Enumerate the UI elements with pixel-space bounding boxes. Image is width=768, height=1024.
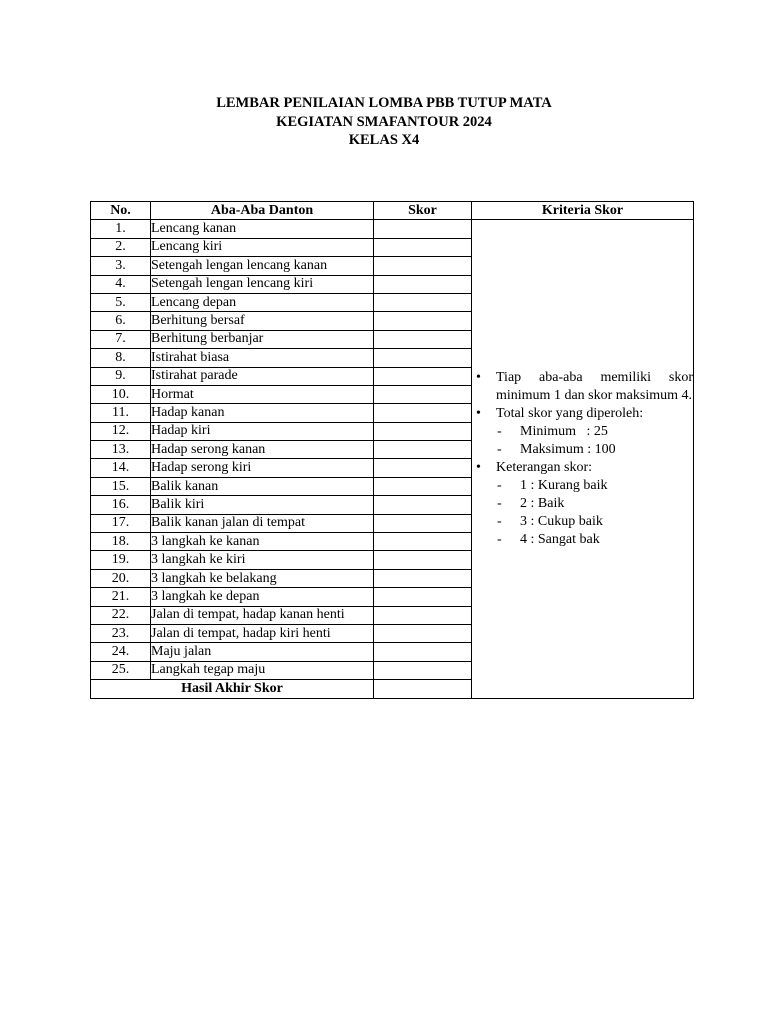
score-cell[interactable]: [374, 349, 472, 367]
row-command: Setengah lengan lencang kiri: [151, 275, 374, 293]
row-number: 5.: [91, 293, 151, 311]
criteria-sub-text: 4 : Sangat bak: [520, 531, 600, 547]
score-cell[interactable]: [374, 624, 472, 642]
row-command: Hadap kiri: [151, 422, 374, 440]
scoring-table: [90, 201, 694, 699]
title-line-3: KELAS X4: [348, 132, 420, 148]
criteria-sub-text: Maksimum : 100: [520, 441, 616, 457]
score-cell[interactable]: [374, 459, 472, 477]
row-number: 22.: [91, 606, 151, 624]
score-cell[interactable]: [374, 569, 472, 587]
dash-marker: -: [497, 477, 502, 493]
score-cell[interactable]: [374, 533, 472, 551]
score-cell[interactable]: [374, 330, 472, 348]
row-number: 19.: [91, 551, 151, 569]
row-number: 18.: [91, 533, 151, 551]
criteria-sub-item: [496, 441, 693, 459]
score-cell[interactable]: [374, 441, 472, 459]
criteria-sub-item: [496, 495, 693, 513]
row-command: Jalan di tempat, hadap kiri henti: [151, 624, 374, 642]
table-row: [91, 220, 694, 238]
score-cell[interactable]: [374, 496, 472, 514]
row-number: 1.: [91, 220, 151, 238]
criteria-sub-text: 1 : Kurang baik: [520, 477, 608, 493]
row-number: 2.: [91, 238, 151, 256]
score-cell[interactable]: [374, 220, 472, 238]
row-number: 7.: [91, 330, 151, 348]
criteria-sub-item: [496, 531, 693, 549]
row-number: 23.: [91, 624, 151, 642]
score-cell[interactable]: [374, 551, 472, 569]
row-number: 6.: [91, 312, 151, 330]
score-cell[interactable]: [374, 643, 472, 661]
score-cell[interactable]: [374, 385, 472, 403]
criteria-item-text: • Keterangan skor:: [496, 459, 593, 475]
criteria-cell: [472, 220, 694, 698]
row-command: Balik kanan jalan di tempat: [151, 514, 374, 532]
row-command: Hadap serong kiri: [151, 459, 374, 477]
score-cell[interactable]: [374, 275, 472, 293]
criteria-sub-text: Minimum : 25: [520, 423, 608, 439]
score-cell[interactable]: [374, 588, 472, 606]
score-cell[interactable]: [374, 257, 472, 275]
row-command: Istirahat biasa: [151, 349, 374, 367]
row-number: 12.: [91, 422, 151, 440]
row-command: Berhitung berbanjar: [151, 330, 374, 348]
criteria-item: [472, 405, 693, 459]
total-score-cell[interactable]: [374, 680, 472, 698]
row-number: 24.: [91, 643, 151, 661]
row-command: Hadap serong kanan: [151, 441, 374, 459]
row-command: 3 langkah ke depan: [151, 588, 374, 606]
dash-marker: -: [497, 513, 502, 529]
score-cell[interactable]: [374, 514, 472, 532]
row-number: 9.: [91, 367, 151, 385]
criteria-sub-item: [496, 477, 693, 495]
criteria-item-text: • Total skor yang diperoleh:: [496, 405, 644, 421]
score-cell[interactable]: [374, 367, 472, 385]
row-command: Istirahat parade: [151, 367, 374, 385]
row-number: 14.: [91, 459, 151, 477]
criteria-sub-text: 2 : Baik: [520, 495, 565, 511]
score-cell[interactable]: [374, 477, 472, 495]
criteria-sub-item: [496, 423, 693, 441]
header-no: No.: [91, 202, 151, 220]
header-command: Aba-Aba Danton: [151, 202, 374, 220]
score-cell[interactable]: [374, 404, 472, 422]
row-command: Jalan di tempat, hadap kanan henti: [151, 606, 374, 624]
row-command: Langkah tegap maju: [151, 661, 374, 679]
total-label: Hasil Akhir Skor: [91, 680, 374, 698]
row-command: 3 langkah ke kanan: [151, 533, 374, 551]
header-score: Skor: [374, 202, 472, 220]
criteria-sub-list: [496, 423, 693, 459]
row-command: Balik kiri: [151, 496, 374, 514]
row-number: 3.: [91, 257, 151, 275]
row-command: Maju jalan: [151, 643, 374, 661]
row-number: 16.: [91, 496, 151, 514]
row-command: Balik kanan: [151, 477, 374, 495]
row-command: Setengah lengan lencang kanan: [151, 257, 374, 275]
dash-marker: -: [497, 531, 502, 547]
row-number: 15.: [91, 477, 151, 495]
table-header-row: [91, 202, 694, 220]
row-number: 4.: [91, 275, 151, 293]
row-number: 8.: [91, 349, 151, 367]
dash-marker: -: [497, 495, 502, 511]
row-number: 21.: [91, 588, 151, 606]
row-command: Hormat: [151, 385, 374, 403]
title-line-1: LEMBAR PENILAIAN LOMBA PBB TUTUP MATA: [216, 95, 552, 111]
row-number: 11.: [91, 404, 151, 422]
score-cell[interactable]: [374, 661, 472, 679]
criteria-list: [472, 369, 693, 549]
criteria-sub-item: [496, 513, 693, 531]
criteria-sub-text: 3 : Cukup baik: [520, 513, 603, 529]
criteria-item: [472, 459, 693, 549]
row-command: Lencang depan: [151, 293, 374, 311]
table-body: [91, 220, 694, 698]
score-cell[interactable]: [374, 238, 472, 256]
title-line-2: KEGIATAN SMAFANTOUR 2024: [276, 113, 492, 130]
criteria-item-text: • Tiap aba-aba memiliki skor minimum 1 dan skor maksimum 4.: [496, 369, 693, 403]
row-command: Berhitung bersaf: [151, 312, 374, 330]
row-number: 10.: [91, 385, 151, 403]
row-number: 25.: [91, 661, 151, 679]
score-cell[interactable]: [374, 312, 472, 330]
score-cell[interactable]: [374, 606, 472, 624]
row-command: 3 langkah ke belakang: [151, 569, 374, 587]
score-cell[interactable]: [374, 293, 472, 311]
dash-marker: -: [497, 423, 502, 439]
header-criteria: Kriteria Skor: [472, 202, 694, 220]
dash-marker: -: [497, 441, 502, 457]
criteria-sub-list: [496, 477, 693, 549]
row-number: 13.: [91, 441, 151, 459]
document-title: [0, 94, 768, 150]
row-command: Lencang kiri: [151, 238, 374, 256]
row-command: Lencang kanan: [151, 220, 374, 238]
criteria-item: [472, 369, 693, 405]
row-command: 3 langkah ke kiri: [151, 551, 374, 569]
row-number: 20.: [91, 569, 151, 587]
row-command: Hadap kanan: [151, 404, 374, 422]
score-cell[interactable]: [374, 422, 472, 440]
row-number: 17.: [91, 514, 151, 532]
